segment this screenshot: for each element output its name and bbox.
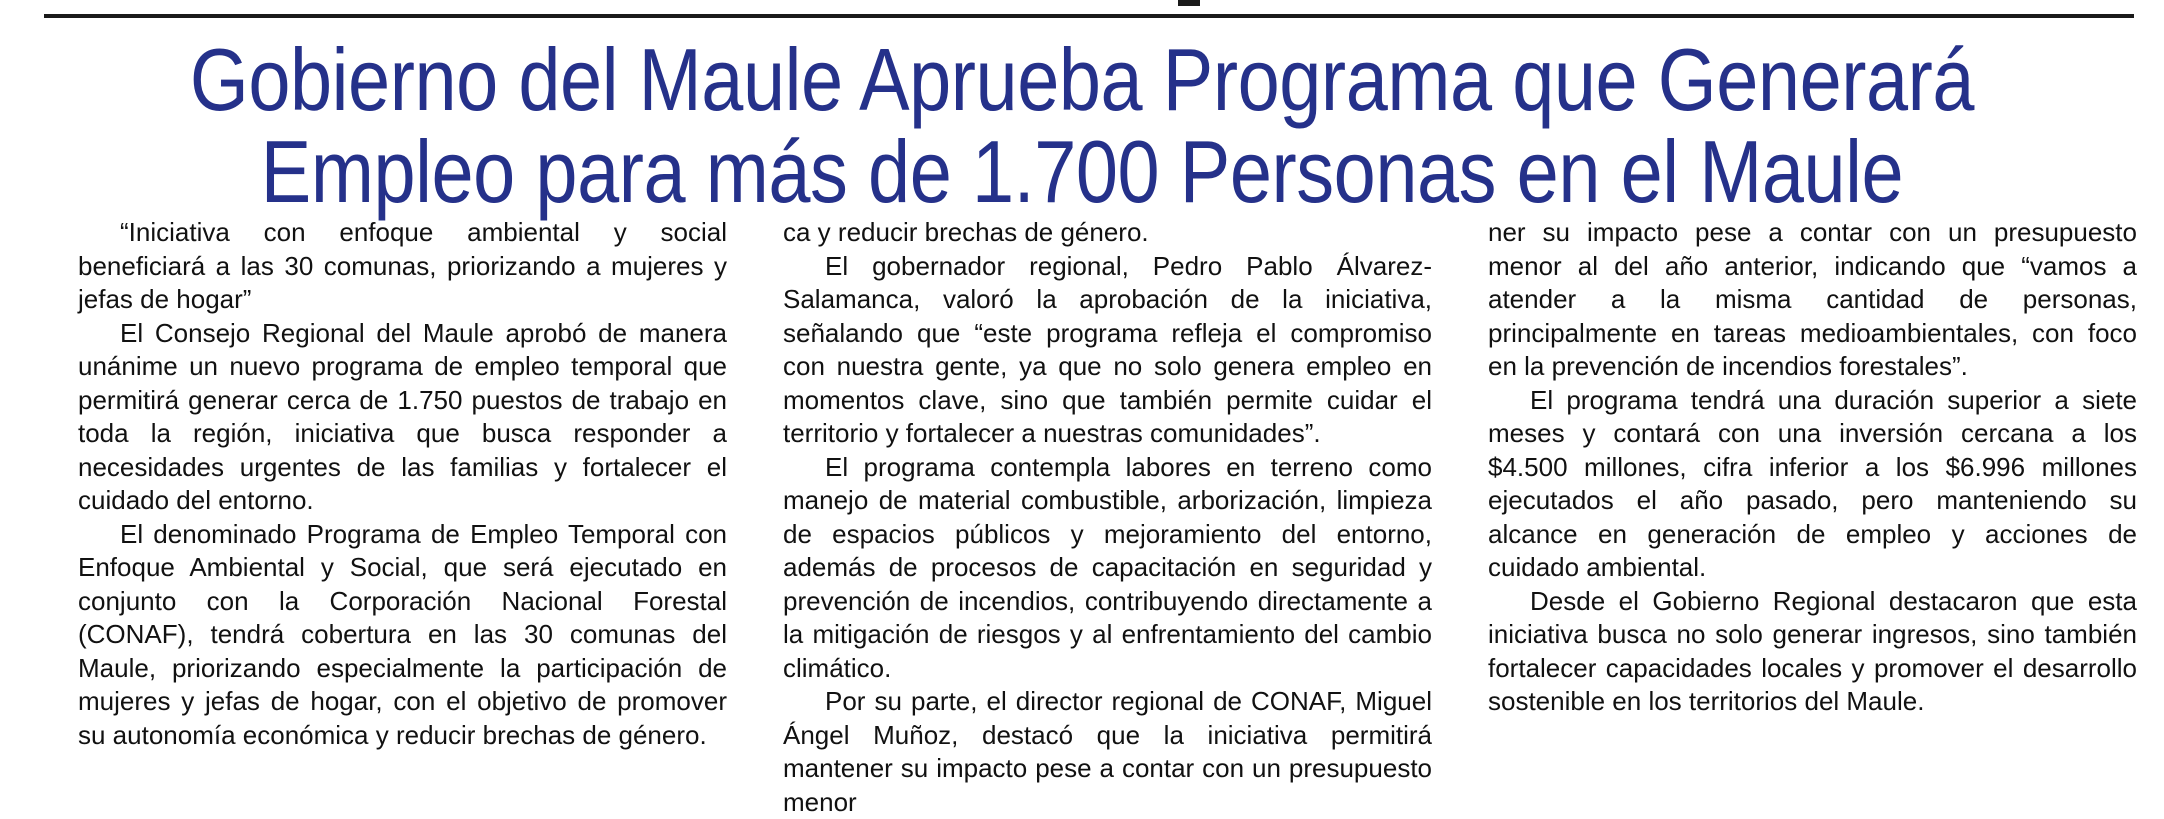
paragraph: Por su parte, el director regional de CONAF, Miguel Ángel Muñoz, destacó que la iniciativa permitirá mantener su impacto pese a contar con un presupuesto menor: [783, 686, 1432, 817]
headline-line-2: Empleo para más de 1.700 Personas en el Maule: [260, 122, 1904, 221]
headline-line-1: Gobierno del Maule Aprueba Programa que Generará: [189, 30, 1975, 129]
paragraph: El gobernador regional, Pedro Pablo Álvarez-Salamanca, valoró la aprobación de la iniciativa, señalando que “este programa refleja el compromiso con nuestra gente, ya que no solo genera empleo en momentos clave, sino que también permite cuidar el territorio y fortalecer a nuestras comunidades”.: [783, 250, 1432, 448]
paragraph: El Consejo Regional del Maule aprobó de manera unánime un nuevo programa de empleo temporal que permitirá generar cerca de 1.750 puestos de trabajo en toda la región, iniciativa que busca responder a necesidades urgentes de las familias y fortalecer el cuidado del entorno.: [78, 317, 727, 515]
subhead-quote: “Iniciativa con enfoque ambiental y social beneficiará a las 30 comunas, priorizando a mujeres y jefas de hogar”: [78, 217, 727, 314]
article-columns: [78, 216, 2137, 817]
column-2: [783, 216, 1432, 817]
paragraph: El denominado Programa de Empleo Temporal con Enfoque Ambiental y Social, que será ejecutado en conjunto con la Corporación Nacional Forestal (CONAF), tendrá cobertura en las 30 comunas del Maule, priorizando especialmente la participación de mujeres y jefas de hogar, con el objetivo de promover su autonomía económica y reducir brechas de género.: [78, 518, 727, 750]
paragraph: Desde el Gobierno Regional destacaron que esta iniciativa busca no solo generar ingresos, sino también fortalecer capacidades locales y promover el desarrollo sostenible en los territorios del Maule.: [1488, 585, 2137, 716]
top-rule: [44, 14, 2134, 18]
paragraph-continuation: ner su impacto pese a contar con un presupuesto menor al del año anterior, indicando que “vamos a atender a la misma cantidad de personas, principalmente en tareas medioambientales, con foco en la prevención de incendios forestales”.: [1488, 217, 2137, 381]
column-1: [78, 216, 727, 750]
paragraph: El programa contempla labores en terreno como manejo de material combustible, arborización, limpieza de espacios públicos y mejoramiento del entorno, además de procesos de capacitación en seguridad y prevención de incendios, contribuyendo directamente a la mitigación de riesgos y al enfrentamiento del cambio climático.: [783, 451, 1432, 683]
headline: [151, 30, 2012, 221]
column-3: [1488, 216, 2137, 716]
paragraph: El programa tendrá una duración superior a siete meses y contará con una inversión cercana a los $4.500 millones, cifra inferior a los $6.996 millones ejecutados el año pasado, pero manteniendo su alcance en generación de empleo y acciones de cuidado ambiental.: [1488, 384, 2137, 582]
paragraph-continuation: ca y reducir brechas de género.: [783, 217, 1149, 247]
top-rule-mark: [1178, 0, 1200, 6]
